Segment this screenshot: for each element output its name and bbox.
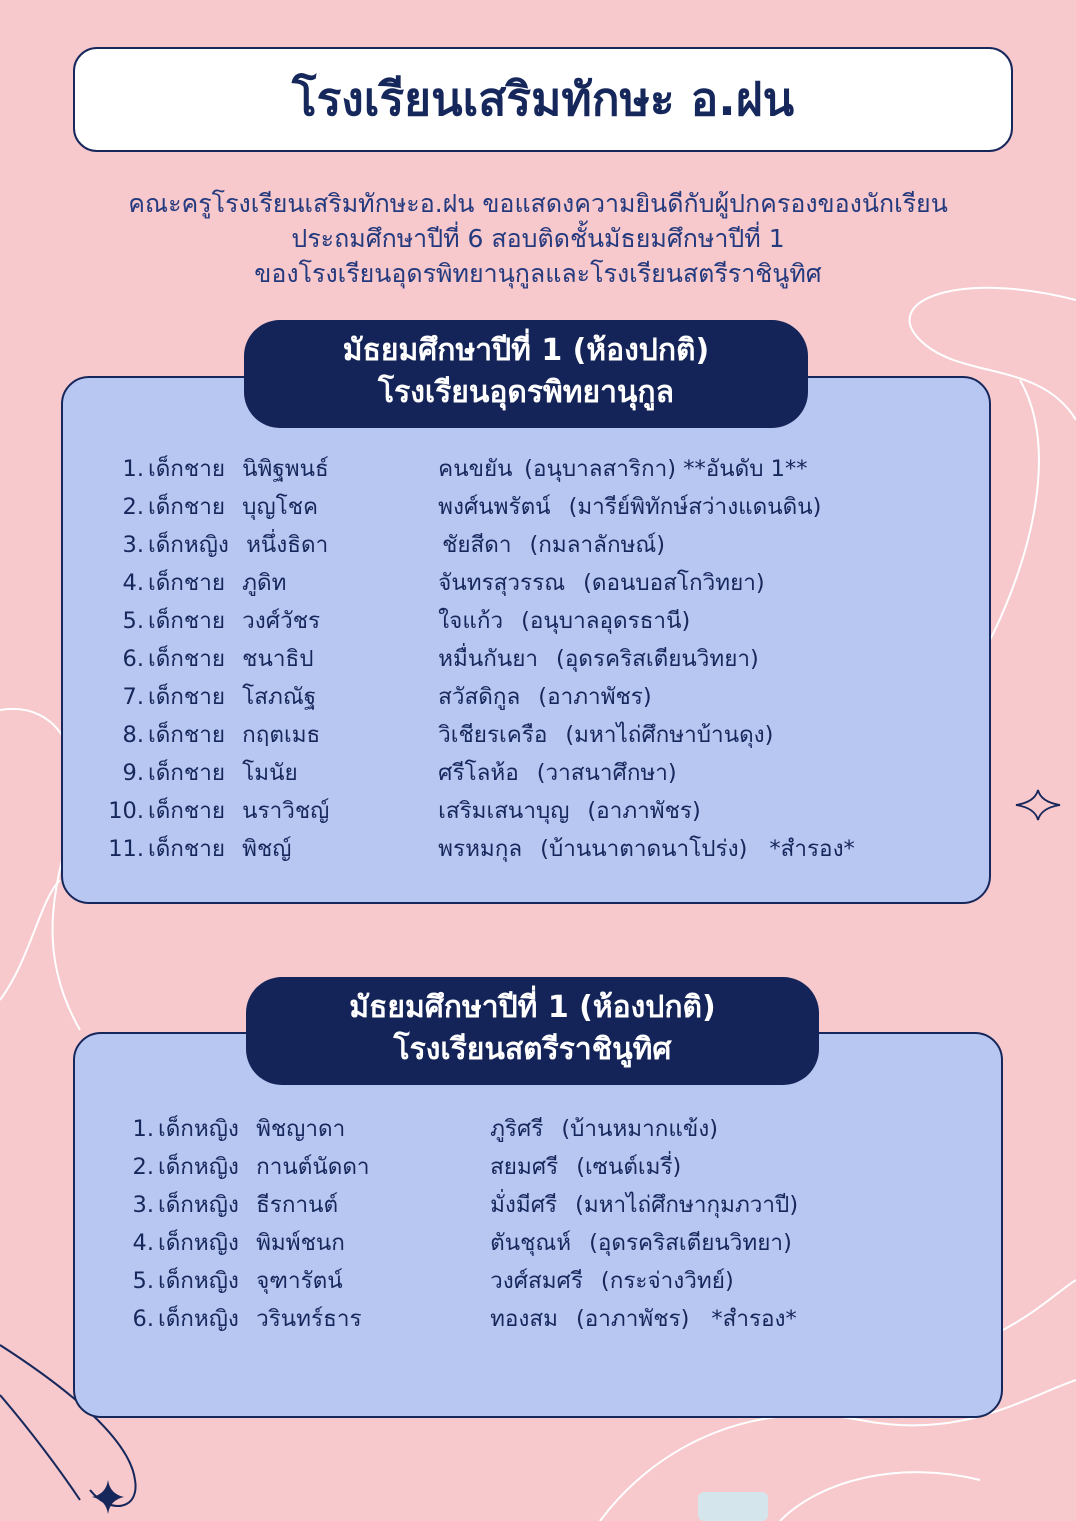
list-item: 2. เด็กชาย บุญโชค พงศ์นพรัตน์ (มารีย์พิทักษ์สว่างแดนดิน)	[122, 494, 822, 520]
sparkle-outline-icon	[1016, 790, 1060, 820]
section1-heading-line1: มัธยมศึกษาปีที่ 1 (ห้องปกติ)	[342, 333, 710, 368]
title-box	[73, 47, 1013, 152]
list-item: 8. เด็กชาย กฤตเมธ วิเชียรเครือ (มหาไถ่ศึกษาบ้านดุง)	[122, 722, 774, 748]
list-item: 4. เด็กชาย ภูดิท จันทรสุวรรณ (ดอนบอสโกวิทยา)	[122, 570, 765, 596]
section1-heading	[244, 320, 808, 428]
list-item: 5. เด็กชาย วงศ์วัชร ใจแก้ว (อนุบาลอุดรธานี)	[122, 608, 691, 634]
list-item: 10. เด็กชาย นราวิชญ์ เสริมเสนาบุญ (อาภาพัชร)	[108, 798, 701, 824]
intro-line-1: คณะครูโรงเรียนเสริมทักษะอ.ฝน ขอแสดงความยินดีกับผู้ปกครองของนักเรียน	[128, 189, 948, 218]
list-item: 9. เด็กชาย โมนัย ศรีโลห้อ (วาสนาศึกษา)	[122, 760, 677, 786]
intro-text	[40, 186, 1036, 291]
list-item: 6. เด็กชาย ชนาธิป หมื่นกันยา (อุดรคริสเตียนวิทยา)	[122, 646, 759, 672]
list-item: 7. เด็กชาย โสภณัฐ สวัสดิกูล (อาภาพัชร)	[122, 684, 652, 710]
list-item: 1. เด็กหญิง พิชญาดา ภูริศรี (บ้านหมากแข้ง)	[132, 1116, 719, 1142]
list-item: 3. เด็กหญิง หนึ่งธิดา ชัยสีดา (กมลาลักษณ์)	[122, 532, 666, 558]
list-item: 2. เด็กหญิง กานต์นัดดา สยมศรี (เซนต์เมรี่)	[132, 1154, 682, 1180]
list-item: 4. เด็กหญิง พิมพ์ชนก ตันชุณห์ (อุดรคริสเตียนวิทยา)	[132, 1230, 792, 1256]
list-item: 1. เด็กชาย นิพิฐพนธ์ คนขยัน (อนุบาลสาริกา) **อันดับ 1**	[122, 456, 808, 482]
list-item: 6. เด็กหญิง วรินทร์ธาร ทองสม (อาภาพัชร) *สำรอง*	[132, 1306, 797, 1332]
section2-heading-line1: มัธยมศึกษาปีที่ 1 (ห้องปกติ)	[349, 990, 716, 1025]
section2-heading	[246, 977, 819, 1085]
sparkle-dark-icon	[92, 1480, 124, 1514]
intro-line-3: ของโรงเรียนอุดรพิทยานุกูลและโรงเรียนสตรีราชินูทิศ	[254, 259, 822, 288]
intro-line-2: ประถมศึกษาปีที่ 6 สอบติดชั้นมัธยมศึกษาปีที่ 1	[291, 224, 785, 253]
section2-student-list	[110, 1110, 798, 1338]
list-item: 11. เด็กชาย พิชญ์ พรหมกุล (บ้านนาตาดนาโปร่ง) *สำรอง*	[108, 836, 855, 862]
page-title: โรงเรียนเสริมทักษะ อ.ฝน	[291, 72, 795, 126]
section2-heading-line2: โรงเรียนสตรีราชินูทิศ	[393, 1032, 672, 1067]
list-item: 3. เด็กหญิง ธีรกานต์ มั่งมีศรี (มหาไถ่ศึกษากุมภวาปี)	[132, 1192, 799, 1218]
list-item: 5. เด็กหญิง จุฑารัตน์ วงศ์สมศรี (กระจ่างวิทย์)	[132, 1268, 734, 1294]
section1-student-list	[100, 450, 855, 868]
section1-heading-line2: โรงเรียนอุดรพิทยานุกูล	[378, 375, 674, 410]
